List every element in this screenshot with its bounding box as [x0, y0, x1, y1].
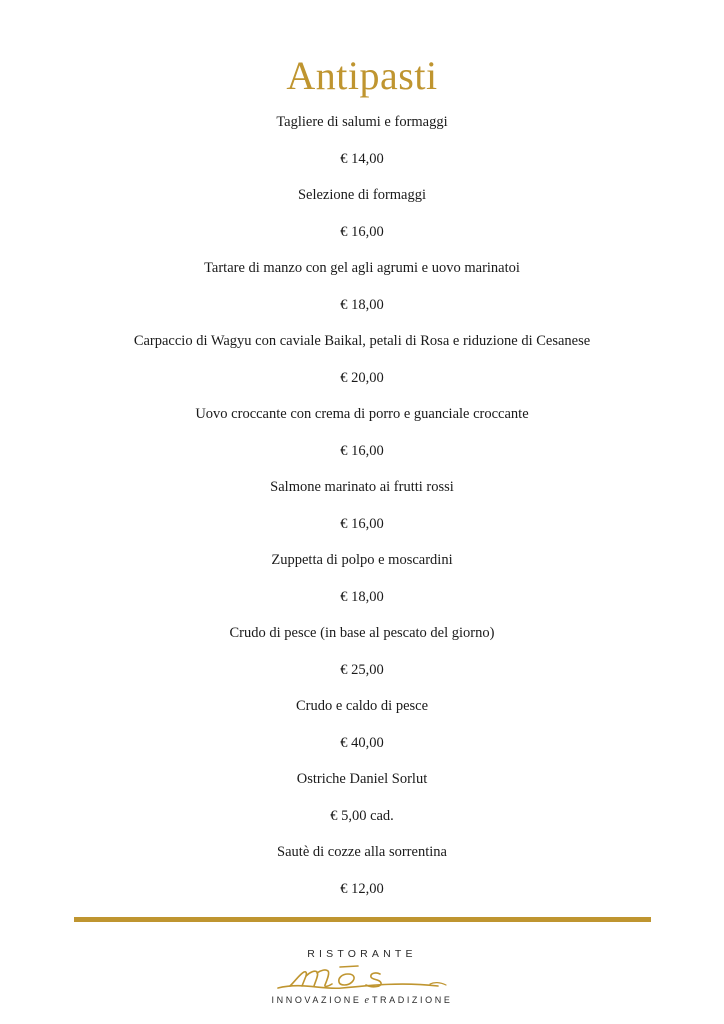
dish-name: Tartare di manzo con gel agli agrumi e uovo marinatoi	[204, 260, 520, 276]
logo-tagline-left: INNOVAZIONE	[271, 995, 362, 1005]
dish-price: € 12,00	[340, 880, 384, 897]
menu-item	[0, 842, 724, 915]
dish-price: € 14,00	[340, 150, 384, 167]
dish-price: € 18,00	[340, 296, 384, 313]
menu-item	[0, 185, 724, 258]
logo-tagline	[252, 995, 472, 1006]
dish-price: € 20,00	[340, 369, 384, 386]
menu-item	[0, 112, 724, 185]
dish-name: Crudo e caldo di pesce	[295, 698, 429, 714]
dish-name: Sautè di cozze alla sorrentina	[277, 844, 447, 860]
logo-tagline-right: TRADIZIONE	[371, 995, 453, 1005]
dish-name: Selezione di formaggi	[297, 187, 427, 203]
dish-name: Zuppetta di polpo e moscardini	[271, 552, 453, 568]
logo-top-text: RISTORANTE	[307, 948, 417, 960]
logo-tagline-amp: e	[364, 995, 369, 1006]
dish-name: Carpaccio di Wagyu con caviale Baikal, petali di Rosa e riduzione di Cesanese	[133, 333, 591, 349]
dish-name: Salmone marinato ai frutti rossi	[270, 479, 454, 495]
menu-list	[0, 112, 724, 915]
restaurant-logo	[262, 948, 462, 1010]
dish-price: € 16,00	[340, 442, 384, 459]
gold-divider	[74, 917, 651, 922]
menu-item	[0, 696, 724, 769]
page-title: Antipasti	[286, 53, 438, 98]
dish-name: Ostriche Daniel Sorlut	[296, 771, 428, 787]
menu-item	[0, 769, 724, 842]
dish-price: € 18,00	[340, 588, 384, 605]
dish-name: Uovo croccante con crema di porro e guanciale croccante	[195, 406, 529, 422]
menu-item	[0, 477, 724, 550]
dish-price: € 16,00	[340, 515, 384, 532]
menu-item	[0, 623, 724, 696]
dish-name: Crudo di pesce (in base al pescato del giorno)	[229, 625, 495, 641]
dish-price: € 16,00	[340, 223, 384, 240]
menu-item	[0, 331, 724, 404]
menu-item	[0, 404, 724, 477]
menu-item	[0, 550, 724, 623]
dish-price: € 5,00 cad.	[330, 807, 394, 824]
dish-price: € 40,00	[340, 734, 384, 751]
dish-price: € 25,00	[340, 661, 384, 678]
dish-name: Tagliere di salumi e formaggi	[276, 114, 448, 130]
logo-script-mark	[262, 960, 462, 992]
menu-item	[0, 258, 724, 331]
